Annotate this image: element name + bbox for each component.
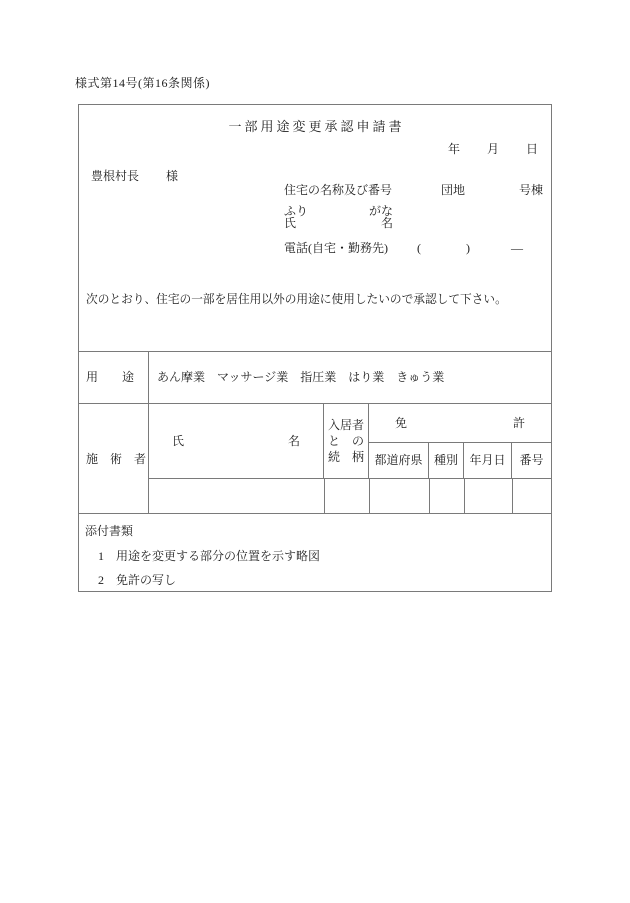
phone-paren-open: ( bbox=[417, 241, 421, 255]
furigana-label-left: ふり bbox=[284, 204, 309, 218]
use-row-value: あん摩業 マッサージ業 指圧業 はり業 きゅう業 bbox=[157, 370, 445, 385]
table-divider bbox=[324, 479, 325, 514]
addressee-line bbox=[91, 169, 178, 183]
table-divider bbox=[429, 479, 430, 514]
attachment-item-number: 2 bbox=[98, 573, 104, 587]
attachment-item-number: 1 bbox=[98, 549, 104, 563]
relation-header-line3: 続 柄 bbox=[327, 450, 364, 464]
phone-paren-close: ) bbox=[466, 241, 470, 255]
license-col-number: 番号 bbox=[512, 443, 551, 479]
attachment-item-text: 免許の写し bbox=[116, 573, 177, 587]
building-number-label: 号棟 bbox=[519, 183, 544, 197]
attachments-row bbox=[79, 513, 551, 591]
form-title: 一部用途変更承認申請書 bbox=[228, 119, 405, 134]
housing-name-line bbox=[284, 183, 546, 196]
license-col-prefecture: 都道府県 bbox=[369, 443, 429, 479]
relation-header bbox=[324, 404, 369, 479]
relation-header-line1: 入居者 bbox=[327, 418, 364, 432]
addressee-honorific: 様 bbox=[166, 169, 179, 183]
use-row-label: 用 途 bbox=[79, 352, 149, 403]
date-line bbox=[448, 142, 551, 156]
name-line bbox=[284, 216, 546, 229]
table-divider bbox=[464, 479, 465, 514]
license-header-left: 免 bbox=[395, 415, 408, 430]
attachments-title: 添付書類 bbox=[85, 524, 134, 538]
housing-name-label: 住宅の名称及び番号 bbox=[284, 183, 393, 197]
phone-label: 電話(自宅・勤務先) bbox=[284, 241, 388, 255]
table-divider bbox=[512, 479, 513, 514]
application-form-box bbox=[78, 104, 552, 592]
phone-line bbox=[284, 241, 546, 254]
name-header-right: 名 bbox=[287, 433, 300, 448]
license-col-type: 種別 bbox=[429, 443, 464, 479]
attachment-item bbox=[98, 573, 176, 587]
practitioner-row-label: 施 術 者 bbox=[79, 404, 149, 514]
relation-header-line2: と の bbox=[327, 434, 364, 448]
attachment-item-text: 用途を変更する部分の位置を示す略図 bbox=[116, 549, 321, 563]
table-divider bbox=[369, 479, 370, 514]
name-label-right: 名 bbox=[381, 216, 394, 230]
name-header-left: 氏 bbox=[172, 433, 185, 448]
addressee-name: 豊根村長 bbox=[91, 169, 140, 183]
date-day-label: 日 bbox=[525, 142, 538, 156]
applicant-block bbox=[284, 183, 546, 254]
request-statement: 次のとおり、住宅の一部を居住用以外の用途に使用したいので承認して下さい。 bbox=[86, 293, 507, 306]
license-col-date: 年月日 bbox=[464, 443, 512, 479]
attachment-item bbox=[98, 549, 320, 563]
license-header bbox=[369, 404, 551, 443]
phone-dash: — bbox=[511, 241, 523, 255]
practitioner-name-header bbox=[149, 404, 324, 479]
license-header-right: 許 bbox=[512, 415, 525, 430]
date-month-label: 月 bbox=[486, 142, 499, 156]
name-label-left: 氏 bbox=[284, 216, 297, 230]
form-number: 様式第14号(第16条関係) bbox=[75, 76, 210, 90]
use-row bbox=[79, 351, 551, 403]
date-year-label: 年 bbox=[447, 142, 460, 156]
practitioner-row bbox=[79, 403, 551, 513]
danchi-label: 団地 bbox=[441, 183, 466, 197]
furigana-label-right: がな bbox=[369, 204, 394, 218]
